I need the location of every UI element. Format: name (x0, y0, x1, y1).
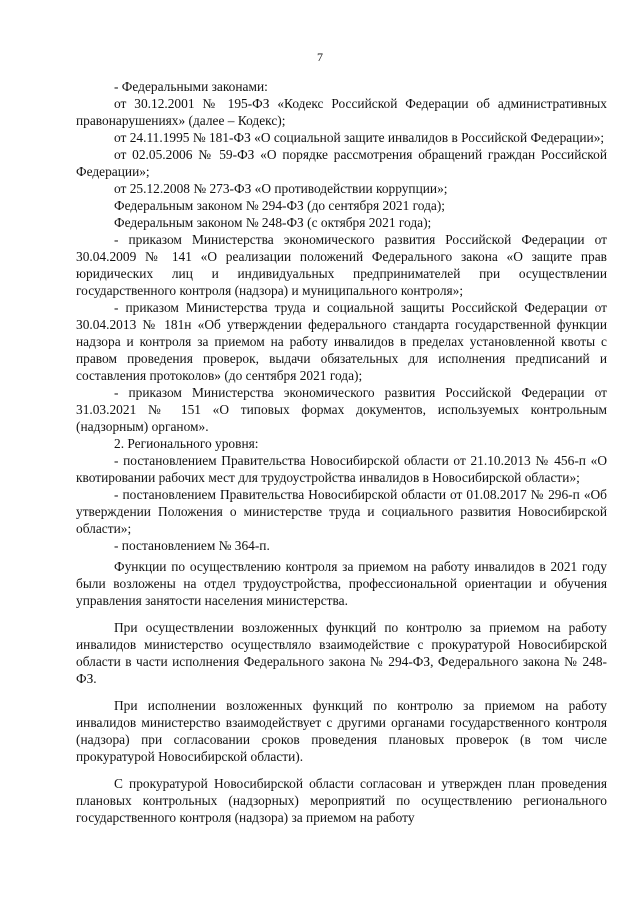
paragraph-other-bodies-interaction: При исполнении возложенных функций по контролю за приемом на работу инвалидов министерство взаимодействует с другими органами государственного контроля (надзора) при согласовании сроков проведения плановых проверок (в том числе прокуратурой Новосибирской области). (76, 698, 607, 764)
paragraph-federal-laws-heading: - Федеральными законами: (114, 79, 268, 94)
paragraph-order-141: - приказом Министерства экономического развития Российской Федерации от 30.04.2009 № 141 «О реализации положений Федерального закона «О защите прав юридических лиц и индивидуальных предпринимателей при осуществлении государственного контроля (надзора) и муниципального контроля»; (76, 232, 607, 298)
paragraph-inspection-plan: С прокуратурой Новосибирской области согласован и утвержден план проведения плановых контрольных (надзорных) мероприятий по осуществлению регионального государственного контроля (надзора) за приемом на работу (76, 776, 607, 825)
paragraph-prosecutor-interaction: При осуществлении возложенных функций по контролю за приемом на работу инвалидов министерство осуществляло взаимодействие с прокуратурой Новосибирской области в части исполнения Федерального закона № 294-ФЗ, Федерального закона № 248-ФЗ. (76, 620, 607, 686)
paragraph-law-181: от 24.11.1995 № 181-ФЗ «О социальной защите инвалидов в Российской Федерации»; (114, 130, 605, 145)
paragraph-law-248: Федеральным законом № 248-ФЗ (с октября 2021 года); (114, 215, 432, 230)
document-body (76, 78, 607, 826)
paragraph-resolution-296p: - постановлением Правительства Новосибирской области от 01.08.2017 № 296-п «Об утверждении Положения о министерстве труда и социального развития Новосибирской области»; (76, 487, 607, 536)
paragraph-resolution-456p: - постановлением Правительства Новосибирской области от 21.10.2013 № 456-п «О квотировании рабочих мест для трудоустройства инвалидов в Новосибирской области»; (76, 453, 607, 485)
paragraph-order-181n: - приказом Министерства труда и социальной защиты Российской Федерации от 30.04.2013 № 181н «Об утверждении федерального стандарта государственной функции надзора и контроля за приемом на работу инвалидов в пределах установленной квоты с правом проведения проверок, выдачи обязательных для исполнения предписаний и составления протоколов» (до сентября 2021 года); (76, 300, 607, 383)
paragraph-resolution-364p: - постановлением № 364-п. (114, 538, 270, 553)
paragraph-regional-level-heading: 2. Регионального уровня: (114, 436, 259, 451)
paragraph-functions-assigned: Функции по осуществлению контроля за приемом на работу инвалидов в 2021 году были возложены на отдел трудоустройства, профессиональной ориентации и обучения управления занятости населения министерства. (76, 559, 607, 608)
page-number: 7 (317, 50, 323, 64)
paragraph-law-195: от 30.12.2001 № 195-ФЗ «Кодекс Российской Федерации об административных правонарушениях» (далее – Кодекс); (76, 96, 607, 128)
paragraph-law-294: Федеральным законом № 294-ФЗ (до сентября 2021 года); (114, 198, 446, 213)
paragraph-law-273: от 25.12.2008 № 273-ФЗ «О противодействии коррупции»; (114, 181, 448, 196)
paragraph-law-59: от 02.05.2006 № 59-ФЗ «О порядке рассмотрения обращений граждан Российской Федерации»; (76, 147, 607, 179)
paragraph-order-151: - приказом Министерства экономического развития Российской Федерации от 31.03.2021 № 151 «О типовых формах документов, используемых контрольным (надзорным) органом». (76, 385, 607, 434)
